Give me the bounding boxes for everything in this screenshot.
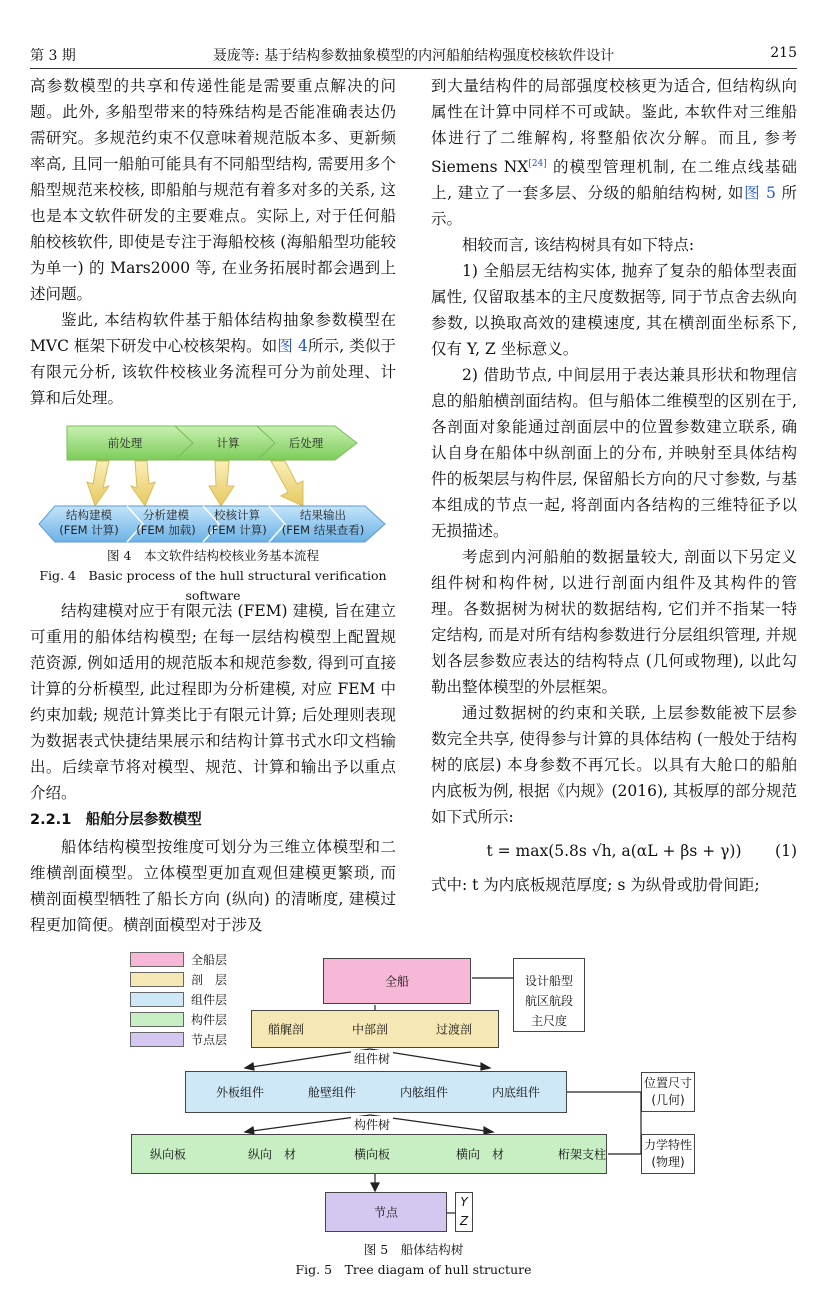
attr-item: 航区航段 xyxy=(524,994,573,1008)
text-span: 到大量结构件的局部强度校核更为适合, 但结构纵向属性在计算中同样不可或缺。鉴此, 本软件对三维船体进行了二维解构, 将整船依次分解。而且, 参考 Siemens NX xyxy=(431,77,797,177)
flow-arrow xyxy=(87,461,109,506)
legend-label: 全船层 xyxy=(191,953,228,967)
running-title: 聂庞等: 基于结构参数抽象模型的内河船舶结构强度校核软件设计 xyxy=(212,48,615,64)
component-item: 内底组件 xyxy=(492,1085,541,1100)
step-sub: (FEM 加载) xyxy=(136,523,196,537)
paragraph: 2) 借助节点, 中间层用于表达兼具形状和物理信息的船舶横剖面结构。但与船体二维模型的区别在于, 各剖面对象能通过剖面层中的位置参数建立联系, 确认自身在船体中纵剖面上的分布, 并映射至具体结构件的板架层与构件层, 保留船长方向的尺寸参数, 与基本组成的节点一起, 将剖面内各结构的三维特征予以无损描述。 xyxy=(431,366,797,541)
step-label xyxy=(201,508,273,538)
component-layer-box xyxy=(185,1071,567,1113)
step-sub: (FEM 结果查看) xyxy=(281,523,365,537)
step-sub: (FEM 计算) xyxy=(207,523,267,537)
left-column-lower xyxy=(30,598,396,938)
step-name: 结果输出 xyxy=(300,508,346,522)
paragraph: 船体结构模型按维度可划分为三维立体模型和二维横剖面模型。立体模型更加直观但建模更繁琐, 而横剖面模型牺牲了船长方向 (纵向) 的清晰度, 建模过程更加简便。横剖面模型对于涉及 xyxy=(30,838,396,934)
member-item: 桁架支柱 xyxy=(558,1147,607,1162)
member-item: 纵向板 xyxy=(150,1147,187,1162)
attr-item: (几何) xyxy=(651,1093,685,1107)
step-name: 校核计算 xyxy=(214,508,260,522)
header-rule xyxy=(30,68,797,69)
attr-connector xyxy=(607,1088,657,1168)
attr-item: 主尺度 xyxy=(530,1014,567,1028)
step-name: 结构建模 xyxy=(66,508,112,522)
section-item: 中部剖 xyxy=(352,1022,389,1037)
page-number: 215 xyxy=(770,45,797,61)
figure-5-link[interactable]: 图 5 xyxy=(744,184,776,203)
legend-swatch xyxy=(130,992,184,1007)
legend-label: 剖 层 xyxy=(191,973,228,987)
legend-label: 节点层 xyxy=(191,1033,228,1047)
component-item: 舱壁组件 xyxy=(308,1085,357,1100)
figure-5-caption xyxy=(30,1240,797,1280)
member-layer-box xyxy=(131,1134,607,1174)
step-name: 分析建模 xyxy=(143,508,189,522)
coord-item: Z xyxy=(459,1214,469,1228)
caption-en: Fig. 4 Basic process of the hull structural verification software xyxy=(39,568,387,603)
attr-item: (物理) xyxy=(651,1155,685,1169)
caption-cn: 图 4 本文软件结构校核业务基本流程 xyxy=(107,548,319,563)
paragraph xyxy=(431,73,797,232)
paragraph: 考虑到内河船舶的数据量较大, 剖面以下另定义组件树和构件树, 以进行剖面内组件及其构件的管理。各数据树为树状的数据结构, 它们并不指某一特定结构, 而是对所有结构参数进行分层组织管理, 并规划各层参数应表达的结构特点 (几何或物理), 以此勾勒出整体模型的外层框架。 xyxy=(431,548,797,697)
figure-4-caption xyxy=(30,546,396,606)
paragraph: 式中: t 为内底板规范厚度; s 为纵骨或肋骨间距; xyxy=(431,876,760,895)
legend-swatch xyxy=(130,1012,184,1027)
right-column xyxy=(431,73,797,898)
text-span: 所示, 类似于有限元分析, 该软件校核业务流程可分为前处理、计算和后处理。 xyxy=(30,337,396,407)
step-sub: (FEM 计算) xyxy=(59,523,119,537)
legend-label: 构件层 xyxy=(191,1013,228,1027)
component-item: 外板组件 xyxy=(216,1085,265,1100)
ship-label: 全船 xyxy=(384,974,409,989)
caption-en: Fig. 5 Tree diagam of hull structure xyxy=(295,1262,532,1277)
node-box xyxy=(325,1192,447,1232)
step-label xyxy=(127,508,205,538)
page-header xyxy=(30,45,797,67)
citation-link[interactable]: [24] xyxy=(528,159,547,169)
paragraph xyxy=(30,307,396,411)
section-item: 过渡剖 xyxy=(436,1022,473,1037)
attr-item: 位置尺寸 xyxy=(643,1076,692,1090)
member-tree-label: 构件树 xyxy=(351,1116,393,1133)
equation-1 xyxy=(431,838,797,864)
paragraph: 通过数据树的约束和关联, 上层参数能被下层参数完全共享, 使得参与计算的具体结构 (一般处于结构树的底层) 本身参数不再冗长。以具有大舱口的船舶内底板为例, 根据《内规》(2016), 其板厚的部分规范如下式所示: xyxy=(431,704,797,827)
issue-number: 第 3 期 xyxy=(30,48,76,64)
text-span: 所示。 xyxy=(431,184,797,229)
figure-4 xyxy=(35,424,395,544)
member-item: 纵向 材 xyxy=(248,1147,297,1162)
legend-label: 组件层 xyxy=(191,993,228,1007)
flow-arrow xyxy=(209,461,234,506)
equation-text: t = max(5.8s √h, a(αL + βs + γ)) xyxy=(486,842,742,861)
legend-swatch xyxy=(130,972,184,987)
left-column xyxy=(30,73,396,411)
equation-number: (1) xyxy=(775,842,797,861)
attr-item: 设计船型 xyxy=(524,974,573,988)
flow-arrow xyxy=(131,461,155,506)
caption-cn: 图 5 船体结构树 xyxy=(363,1242,464,1257)
figure-5 xyxy=(125,948,715,1238)
node-label: 节点 xyxy=(373,1205,398,1220)
flow-arrow xyxy=(271,461,303,506)
legend-swatch xyxy=(130,952,184,967)
legend-swatch xyxy=(130,1032,184,1047)
section-item: 艏艉剖 xyxy=(268,1022,305,1037)
coord-item: Y xyxy=(460,1195,468,1209)
ship-attributes xyxy=(513,958,585,1032)
paragraph: 相较而言, 该结构树具有如下特点: xyxy=(462,236,695,255)
node-coordinates xyxy=(455,1192,473,1232)
section-layer-box xyxy=(251,1010,499,1048)
paragraph: 高参数模型的共享和传递性能是需要重点解决的问题。此外, 多船型带来的特殊结构是否能准确表达仍需研究。多规范约束不仅意味着规范版本多、更新频率高, 且同一船舶可能具有不同船型结构, 需要用多个船型规范来校核, 即船舶与规范有着多对多的关系, 这也是本文软件研发的主要难点。实际上, 对于任何船舶校核软件, 即使是专注于海船校核 (海船船型功能较为单一) 的 Mars2000 等, 在业务拓展时都会遇到上述问题。 xyxy=(30,77,396,303)
member-item: 横向 材 xyxy=(456,1147,505,1162)
component-tree-label: 组件树 xyxy=(351,1050,393,1067)
text-span: 的模型管理机制, 在二维点线基础上, 建立了一套多层、分级的船舶结构树, 如 xyxy=(431,158,797,203)
phase-label: 后处理 xyxy=(288,436,324,450)
step-label xyxy=(49,508,129,538)
text-span: 鉴此, 本结构软件基于船体结构抽象参数模型在 MVC 框架下研发中心校核架构。如 xyxy=(30,311,396,355)
phase-label: 计算 xyxy=(216,436,240,450)
component-item: 内舷组件 xyxy=(400,1085,449,1100)
attr-item: 力学特性 xyxy=(643,1138,692,1152)
phase-label: 前处理 xyxy=(107,436,143,450)
section-heading: 2.2.1 船舶分层参数模型 xyxy=(30,812,202,828)
paragraph: 1) 全船层无结构实体, 抛弃了复杂的船体型表面属性, 仅留取基本的主尺度数据等, 同于节点舍去纵向参数, 以换取高效的建模速度, 其在横剖面坐标系下, 仅有 Y, Z 坐标意义。 xyxy=(431,262,797,359)
paragraph: 结构建模对应于有限元法 (FEM) 建模, 旨在建立可重用的船体结构模型; 在每一层结构模型上配置规范资源, 例如适用的规范版本和规范参数, 得到可直接计算的分析模型, 此过程即为分析建模, 对应 FEM 中约束加载; 规范计算类比于有限元计算; 后处理则表现为数据表式快捷结果展示和结构计算书式水印文档输出。后续章节将对模型、规范、计算和输出予以重点介绍。 xyxy=(30,602,396,802)
figure-4-link[interactable]: 图 4 xyxy=(277,337,308,355)
ship-box xyxy=(323,958,471,1004)
step-label xyxy=(271,508,375,538)
member-item: 横向板 xyxy=(354,1147,391,1162)
